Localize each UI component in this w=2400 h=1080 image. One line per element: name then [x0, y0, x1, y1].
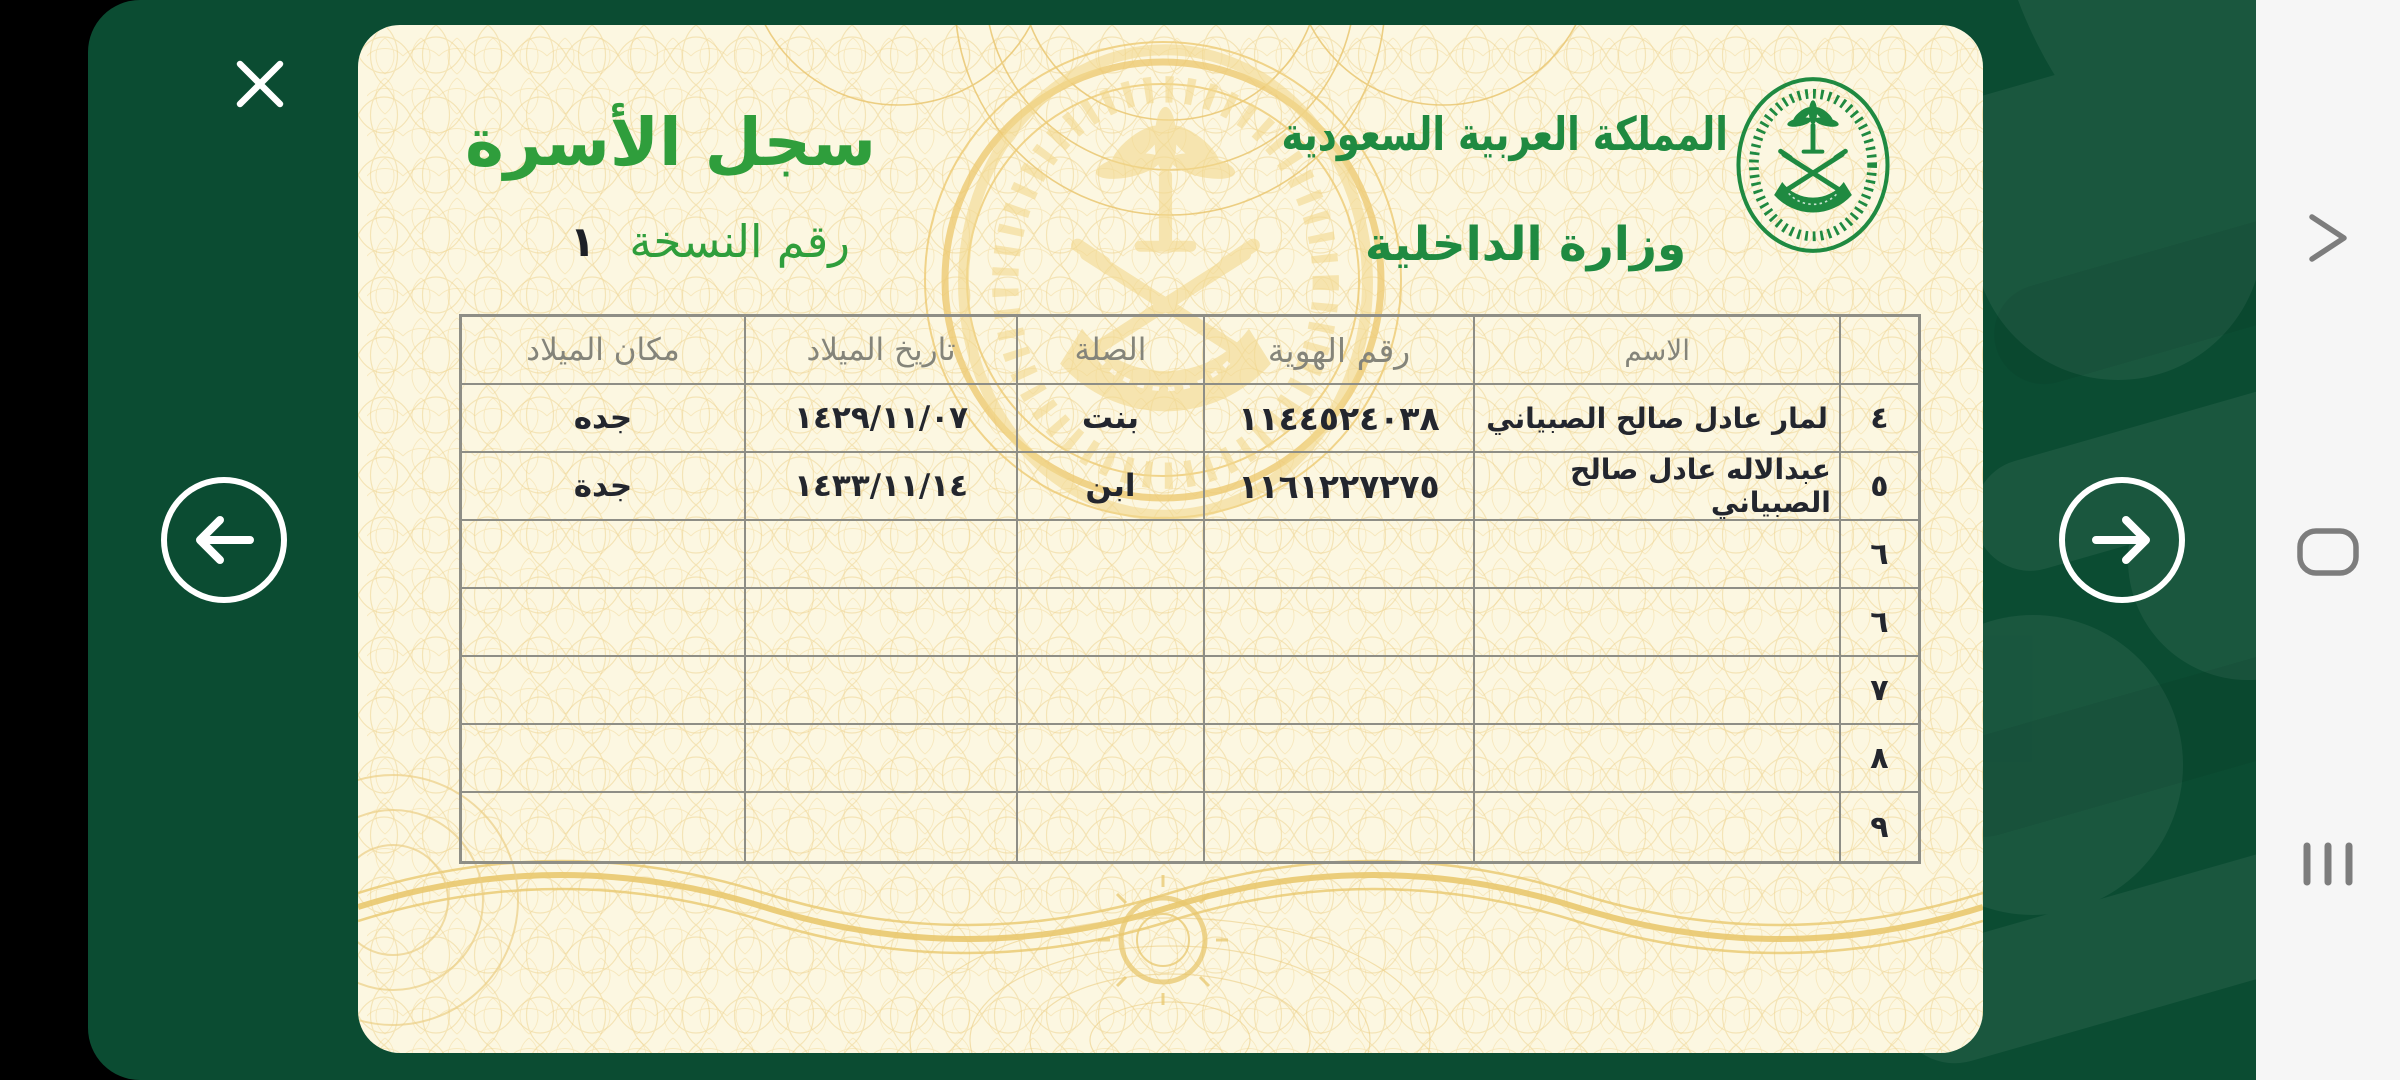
android-back-button[interactable] [2256, 178, 2400, 298]
cell-birth-place [462, 589, 746, 657]
cell-row-no: ٤ [1841, 385, 1918, 453]
cell-relation [1018, 725, 1204, 793]
cell-id-number [1205, 589, 1476, 657]
cell-row-no: ٧ [1841, 657, 1918, 725]
cell-birth-date: ١٤٣٣/١١/١٤ [746, 453, 1018, 521]
cell-id-number [1205, 657, 1476, 725]
close-button[interactable] [226, 50, 294, 118]
cell-birth-date [746, 589, 1018, 657]
header-row-no [1841, 317, 1918, 385]
cell-birth-date [746, 793, 1018, 861]
cell-birth-place: جده [462, 385, 746, 453]
cell-birth-date [746, 725, 1018, 793]
arrow-right-icon [2086, 504, 2158, 576]
cell-birth-place [462, 793, 746, 861]
header-birth-date: تاريخ الميلاد [746, 317, 1018, 385]
cell-name [1475, 657, 1840, 725]
cell-name [1475, 725, 1840, 793]
cell-birth-place [462, 725, 746, 793]
cell-relation: ابن [1018, 453, 1204, 521]
table-row [462, 385, 1918, 453]
table-row [462, 793, 1918, 861]
next-page-button[interactable] [2059, 477, 2185, 603]
home-square-icon [2296, 527, 2360, 577]
header-birth-place: مكان الميلاد [462, 317, 746, 385]
android-recents-button[interactable] [2256, 804, 2400, 924]
cell-relation [1018, 657, 1204, 725]
cell-row-no: ٦ [1841, 589, 1918, 657]
cell-name: لمار عادل صالح الصبياني [1475, 385, 1840, 453]
family-members-table [459, 314, 1921, 864]
cell-relation [1018, 521, 1204, 589]
cell-row-no: ٩ [1870, 809, 1889, 845]
cell-birth-place: جدة [462, 453, 746, 521]
cell-id-number [1205, 725, 1476, 793]
arrow-left-icon [188, 504, 260, 576]
recent-apps-icon [2299, 838, 2357, 890]
header-name: الاسم [1475, 317, 1840, 385]
cell-relation [1018, 793, 1204, 861]
cell-row-no: ٦ [1841, 521, 1918, 589]
copy-number-label: رقم النسخة [629, 215, 850, 268]
cell-birth-place [462, 657, 746, 725]
cell-row-no: ٥ [1841, 453, 1918, 521]
table-row [462, 521, 1918, 589]
cell-id-number: ١١٦١٢٢٧٢٧٥ [1205, 453, 1476, 521]
country-name: المملكة العربية السعودية [1281, 107, 1728, 162]
cell-id-number [1205, 521, 1476, 589]
cell-id-number: ١١٤٤٥٢٤٠٣٨ [1205, 385, 1476, 453]
cell-birth-date [746, 521, 1018, 589]
cell-name [1475, 793, 1840, 861]
document-title: سجل الأسرة [464, 104, 876, 181]
cell-relation: بنت [1018, 385, 1204, 453]
cell-name: عبدالاله عادل صالح الصبياني [1475, 453, 1840, 521]
cell-birth-date [746, 657, 1018, 725]
table-row [462, 453, 1918, 521]
cell-row-no: ٨ [1841, 725, 1918, 793]
copy-number-line [418, 215, 850, 268]
previous-page-button[interactable] [161, 477, 287, 603]
ministry-name: وزارة الداخلية [1364, 217, 1687, 272]
cell-id-number [1205, 793, 1476, 861]
table-header-row [462, 317, 1918, 385]
back-chevron-icon [2300, 203, 2356, 273]
table-row [462, 725, 1918, 793]
ministry-of-interior-emblem-icon [1732, 67, 1894, 263]
cell-name [1475, 521, 1840, 589]
header-relation: الصلة [1018, 317, 1204, 385]
close-icon [234, 58, 286, 110]
android-home-button[interactable] [2256, 492, 2400, 612]
header-id-number: رقم الهوية [1205, 317, 1476, 385]
cell-name [1475, 589, 1840, 657]
cell-birth-place [462, 521, 746, 589]
cell-relation [1018, 589, 1204, 657]
android-navigation-bar [2256, 0, 2400, 1080]
table-row [462, 589, 1918, 657]
family-record-card [358, 25, 1983, 1053]
cell-birth-date: ١٤٢٩/١١/٠٧ [746, 385, 1018, 453]
copy-number-value: ١ [569, 217, 596, 266]
table-row [462, 657, 1918, 725]
